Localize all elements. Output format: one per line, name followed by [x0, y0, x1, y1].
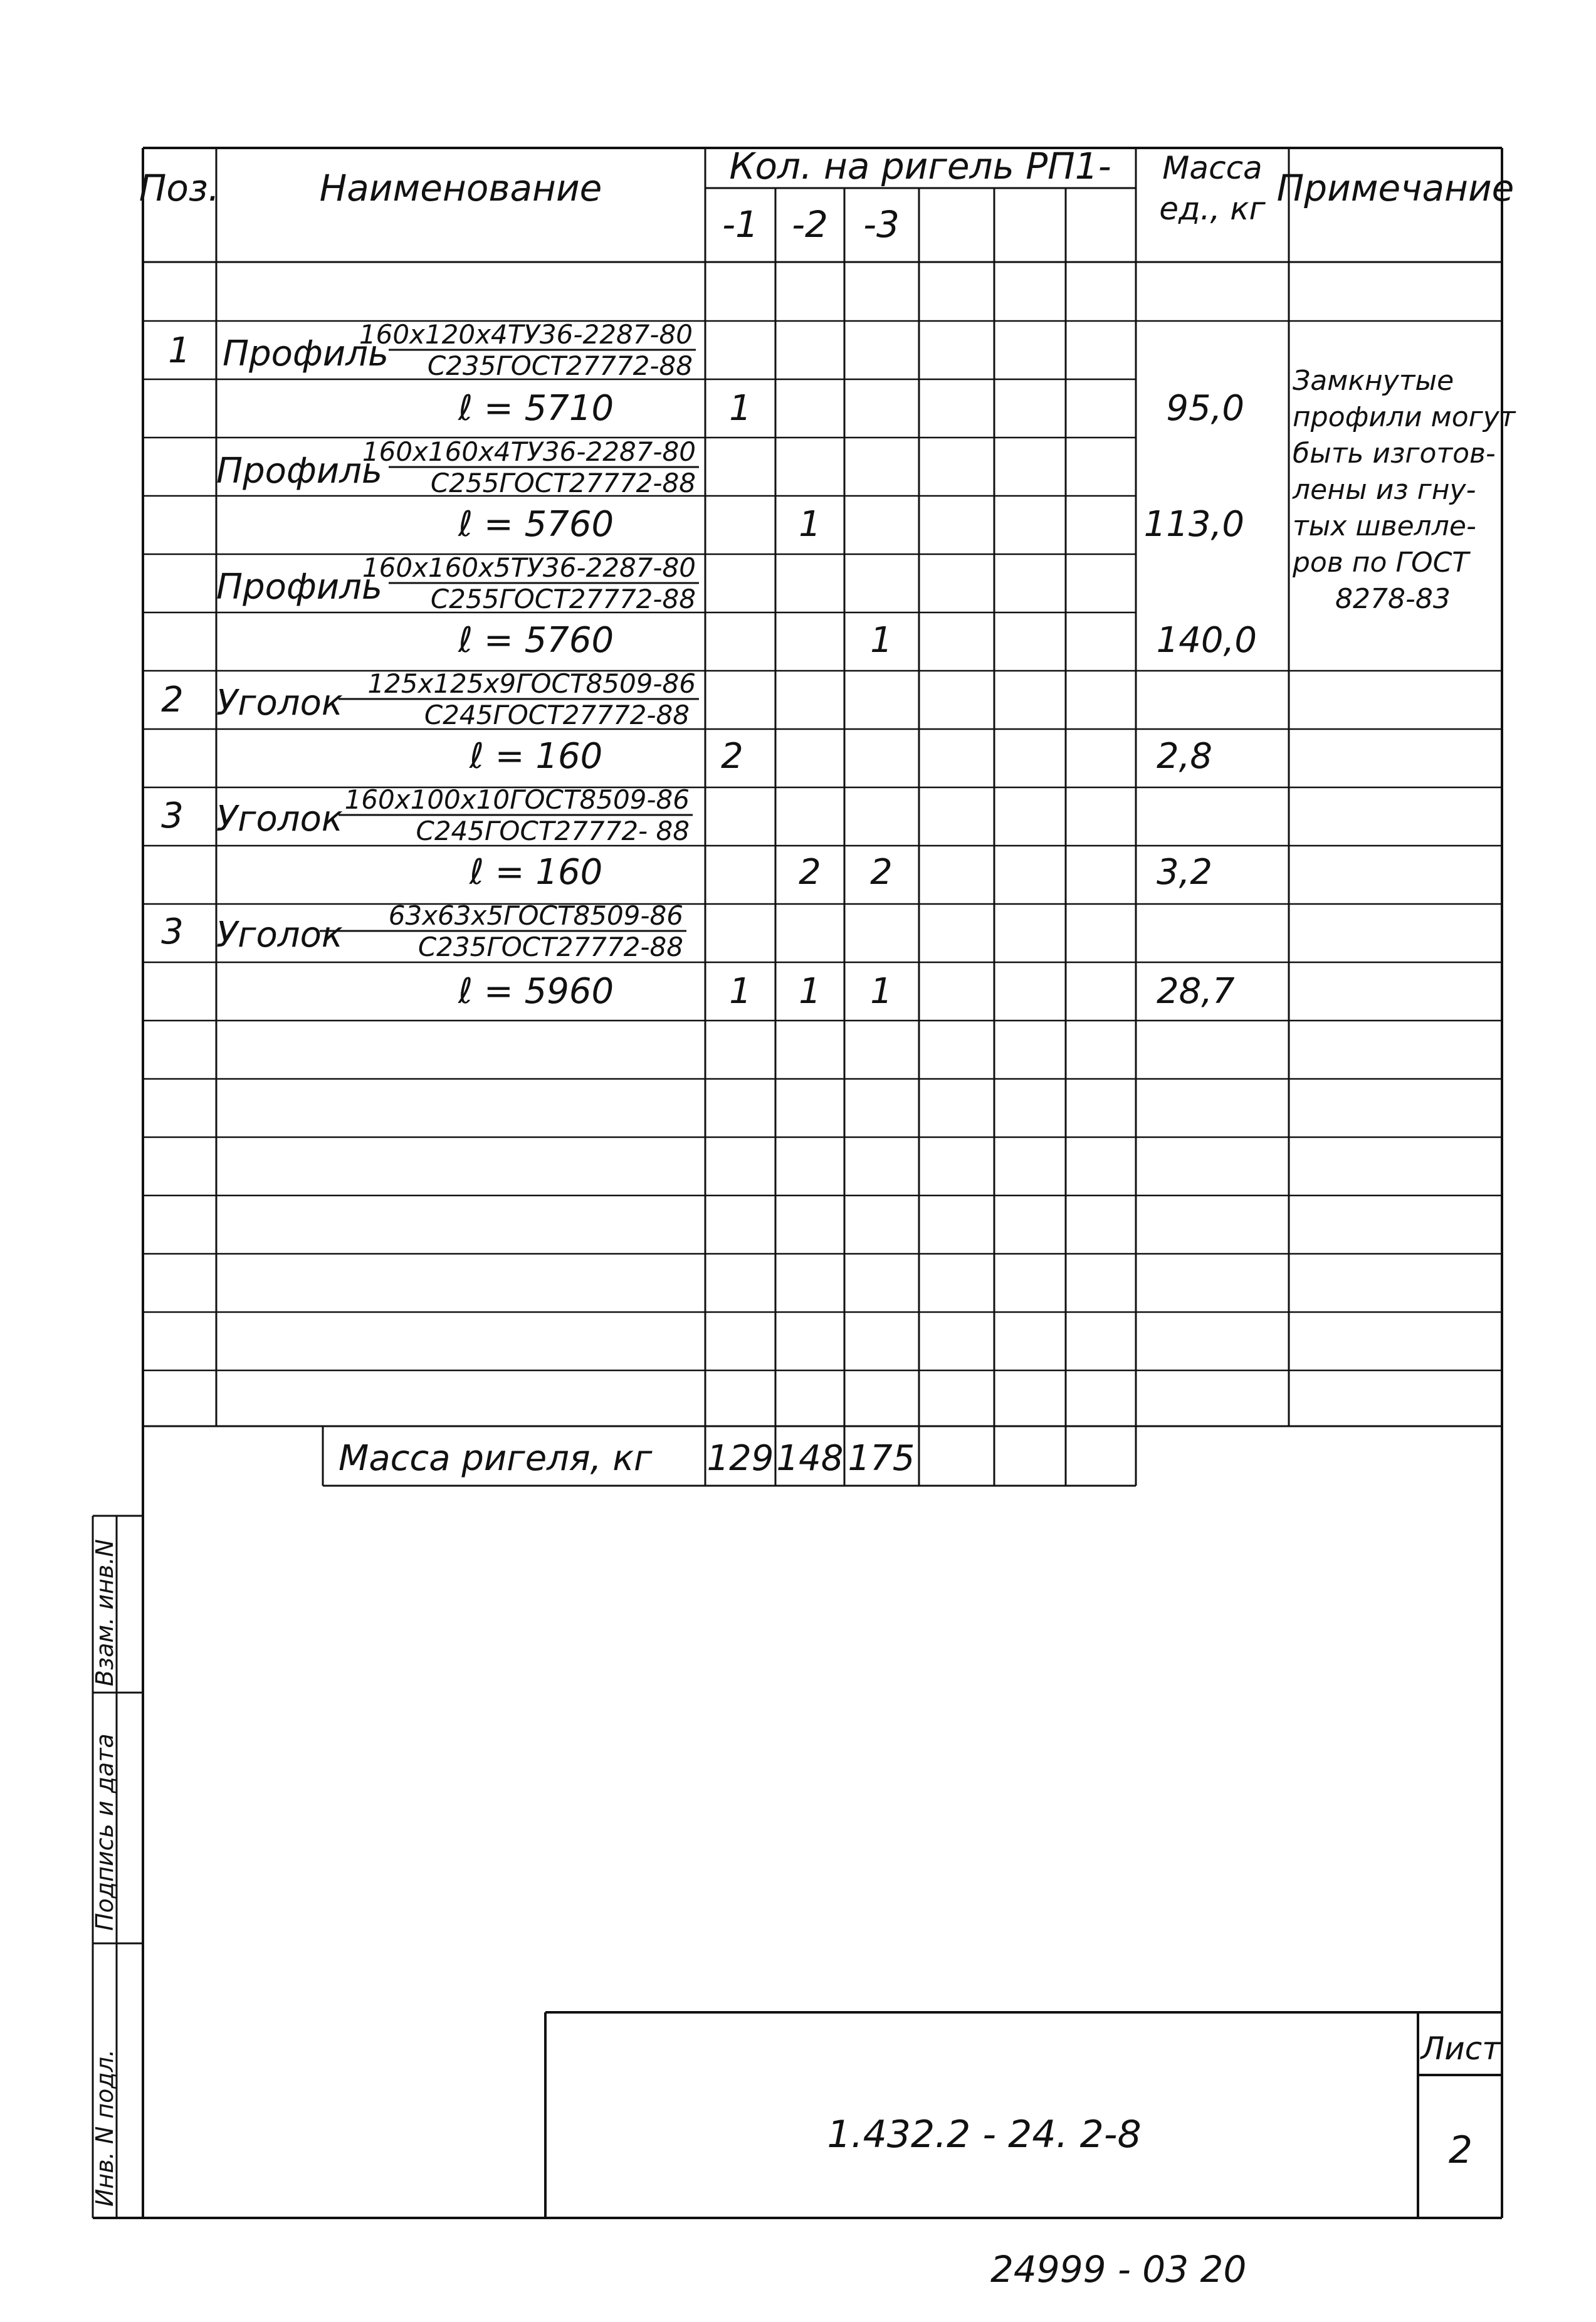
row-11-numerator: 63х63х5ГОСТ8509-86 [388, 900, 683, 931]
row-2-qty-1: 1 [729, 388, 752, 429]
remark-line-7: 8278-83 [1335, 583, 1451, 615]
row-8-length: ℓ = 160 [469, 736, 603, 777]
row-11-label: Уголок [216, 915, 343, 955]
header-pos: Поз. [139, 167, 220, 209]
archive-number: 24999 - 03 20 [990, 2248, 1247, 2291]
row-12-length: ℓ = 5960 [458, 971, 614, 1012]
row-1-label: Профиль [223, 334, 389, 374]
row-10-qty-2: 2 [799, 852, 821, 893]
row-10-qty-3: 2 [870, 852, 893, 893]
row-4-length: ℓ = 5760 [458, 504, 614, 545]
row-1-denominator: С235ГОСТ27772-88 [427, 350, 693, 381]
row-3-label: Профиль [216, 451, 382, 491]
remark-line-1: Замкнутые [1293, 365, 1454, 397]
row-3-numerator: 160х160х4ТУ36-2287-80 [362, 436, 696, 467]
remark-line-6: ров по ГОСТ [1293, 547, 1469, 579]
header-qty-group: Кол. на ригель РП1- [729, 145, 1111, 187]
sheet-label: Лист [1420, 2030, 1501, 2067]
row-5-numerator: 160х160х5ТУ36-2287-80 [362, 552, 696, 583]
row-9-label: Уголок [216, 799, 343, 839]
row-10-length: ℓ = 160 [469, 852, 603, 893]
row-7-numerator: 125х125х9ГОСТ8509-86 [367, 668, 696, 699]
row-6-length: ℓ = 5760 [458, 620, 614, 661]
row-7-pos: 2 [161, 680, 184, 720]
row-5-label: Профиль [216, 567, 382, 607]
row-4-qty-2: 1 [799, 504, 821, 545]
total-value-1: 129 [706, 1438, 774, 1479]
row-6-mass: 140,0 [1156, 620, 1257, 661]
row-12-qty-3: 1 [870, 971, 893, 1012]
row-12-qty-2: 1 [799, 971, 821, 1012]
remark-line-2: профили могут [1293, 401, 1516, 433]
header-mass-line2: ед., кг [1159, 191, 1266, 227]
header-mass-line1: Масса [1162, 150, 1263, 186]
row-7-label: Уголок [216, 683, 343, 723]
row-9-denominator: С245ГОСТ27772- 88 [416, 816, 690, 846]
side-stamp-replacement: Взам. инв.N [91, 1539, 118, 1686]
header-qty-col-2: -2 [792, 203, 828, 246]
header-qty-col-3: -3 [863, 203, 900, 246]
row-1-pos: 1 [168, 330, 191, 371]
row-4-mass: 113,0 [1143, 504, 1244, 545]
row-9-numerator: 160х100х10ГОСТ8509-86 [344, 784, 690, 815]
row-5-denominator: С255ГОСТ27772-88 [430, 584, 696, 614]
row-9-pos: 3 [161, 796, 184, 836]
row-7-denominator: С245ГОСТ27772-88 [424, 700, 690, 730]
row-6-qty-3: 1 [870, 620, 893, 661]
row-2-length: ℓ = 5710 [458, 388, 614, 429]
side-stamp-signature: Подпись и дата [91, 1733, 118, 1931]
total-value-2: 148 [776, 1438, 844, 1479]
side-stamp-inventory: Инв. N подл. [91, 2049, 118, 2207]
sheet-number: 2 [1448, 2128, 1473, 2172]
row-11-pos: 3 [161, 911, 184, 952]
header-qty-col-1: -1 [722, 203, 759, 246]
remark-line-5: тых швелле- [1293, 510, 1476, 542]
header-name: Наименование [319, 167, 602, 209]
row-2-mass: 95,0 [1166, 388, 1244, 429]
total-label: Масса ригеля, кг [339, 1438, 653, 1479]
header-note: Примечание [1276, 167, 1515, 209]
total-value-3: 175 [848, 1438, 915, 1479]
document-code: 1.432.2 - 24. 2-8 [827, 2113, 1142, 2157]
row-11-denominator: С235ГОСТ27772-88 [417, 932, 683, 962]
remark-line-4: лены из гну- [1293, 474, 1476, 506]
remark [1292, 365, 1516, 615]
row-3-denominator: С255ГОСТ27772-88 [430, 468, 696, 498]
row-8-qty-1: 2 [721, 736, 743, 777]
row-10-mass: 3,2 [1157, 852, 1213, 893]
remark-line-3: быть изготов- [1293, 438, 1496, 470]
row-12-mass: 28,7 [1157, 971, 1235, 1012]
row-1-numerator: 160х120х4ТУ36-2287-80 [359, 319, 693, 350]
row-12-qty-1: 1 [729, 971, 752, 1012]
row-8-mass: 2,8 [1157, 736, 1213, 777]
